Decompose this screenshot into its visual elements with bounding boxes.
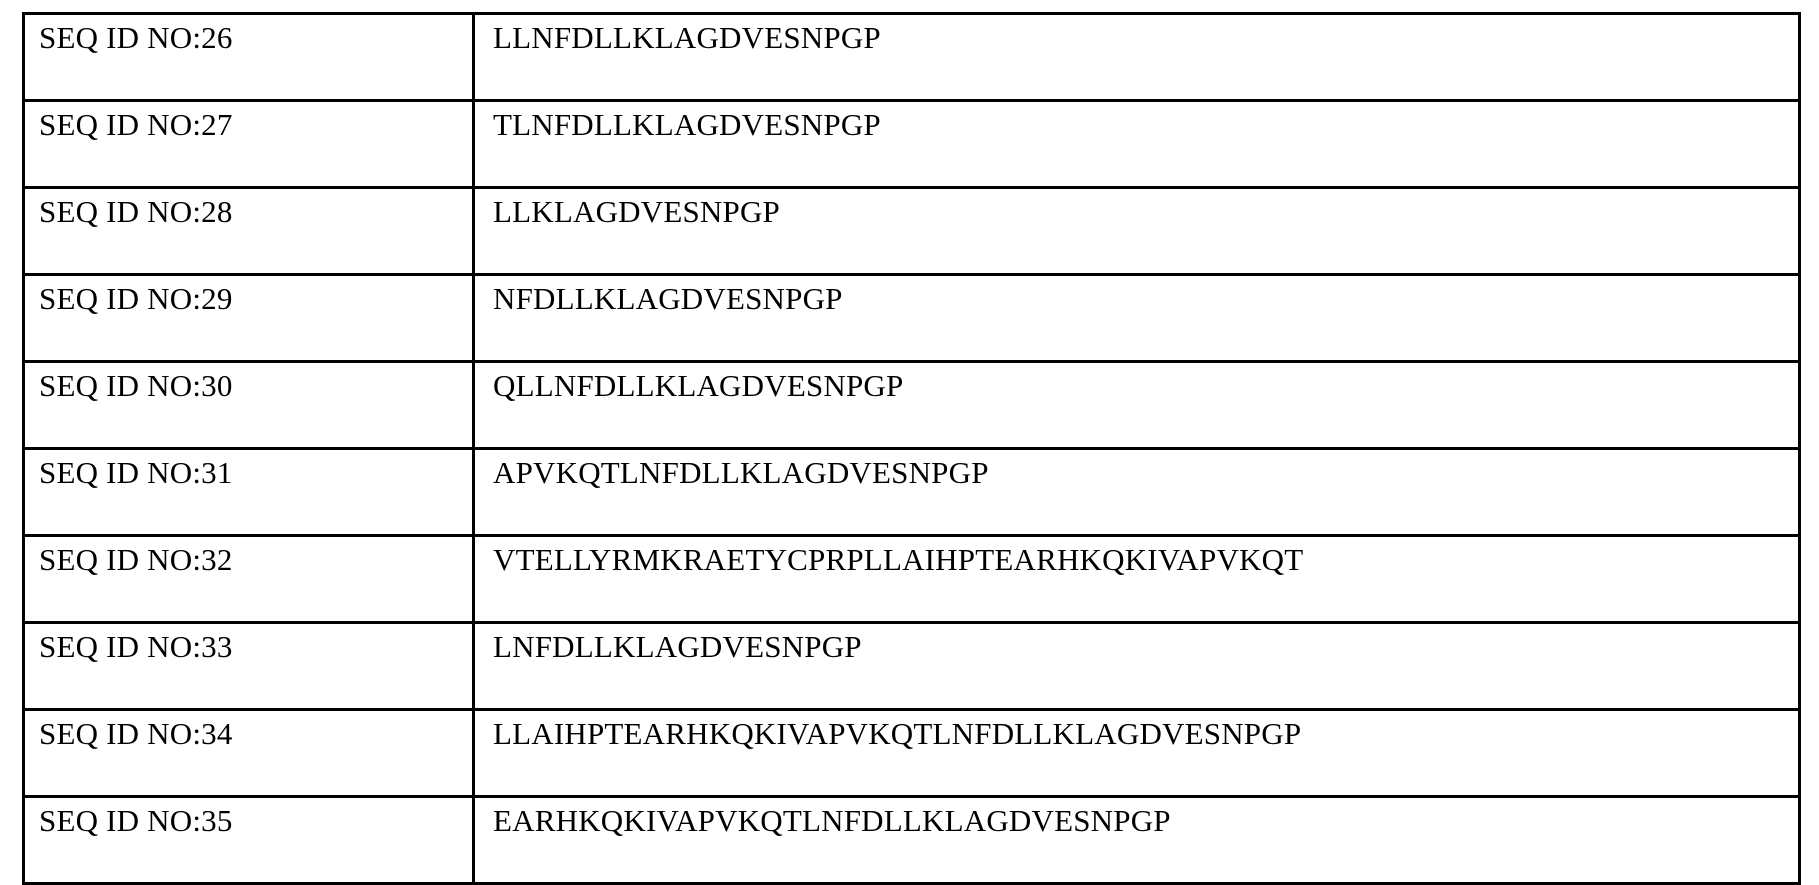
seq-id-cell: SEQ ID NO:35 bbox=[24, 797, 474, 884]
table-row bbox=[24, 14, 1800, 101]
seq-sequence-cell: APVKQTLNFDLLKLAGDVESNPGP bbox=[474, 449, 1800, 536]
table-row bbox=[24, 449, 1800, 536]
table-row bbox=[24, 275, 1800, 362]
seq-id-cell: SEQ ID NO:28 bbox=[24, 188, 474, 275]
seq-id-cell: SEQ ID NO:32 bbox=[24, 536, 474, 623]
table-row bbox=[24, 362, 1800, 449]
seq-sequence-cell: LNFDLLKLAGDVESNPGP bbox=[474, 623, 1800, 710]
seq-sequence-cell: LLKLAGDVESNPGP bbox=[474, 188, 1800, 275]
sequence-table bbox=[22, 12, 1801, 885]
seq-id-cell: SEQ ID NO:33 bbox=[24, 623, 474, 710]
seq-id-cell: SEQ ID NO:29 bbox=[24, 275, 474, 362]
seq-id-cell: SEQ ID NO:27 bbox=[24, 101, 474, 188]
seq-sequence-cell: EARHKQKIVAPVKQTLNFDLLKLAGDVESNPGP bbox=[474, 797, 1800, 884]
seq-sequence-cell: VTELLYRMKRAETYCPRPLLAIHPTEARHKQKIVAPVKQT bbox=[474, 536, 1800, 623]
seq-id-cell: SEQ ID NO:26 bbox=[24, 14, 474, 101]
seq-sequence-cell: QLLNFDLLKLAGDVESNPGP bbox=[474, 362, 1800, 449]
table-row bbox=[24, 101, 1800, 188]
table-row bbox=[24, 797, 1800, 884]
sequence-table-body bbox=[24, 14, 1800, 884]
table-row bbox=[24, 623, 1800, 710]
seq-sequence-cell: LLNFDLLKLAGDVESNPGP bbox=[474, 14, 1800, 101]
seq-id-cell: SEQ ID NO:30 bbox=[24, 362, 474, 449]
seq-sequence-cell: TLNFDLLKLAGDVESNPGP bbox=[474, 101, 1800, 188]
seq-id-cell: SEQ ID NO:31 bbox=[24, 449, 474, 536]
seq-sequence-cell: NFDLLKLAGDVESNPGP bbox=[474, 275, 1800, 362]
table-row bbox=[24, 188, 1800, 275]
table-row bbox=[24, 536, 1800, 623]
seq-sequence-cell: LLAIHPTEARHKQKIVAPVKQTLNFDLLKLAGDVESNPGP bbox=[474, 710, 1800, 797]
seq-id-cell: SEQ ID NO:34 bbox=[24, 710, 474, 797]
table-row bbox=[24, 710, 1800, 797]
